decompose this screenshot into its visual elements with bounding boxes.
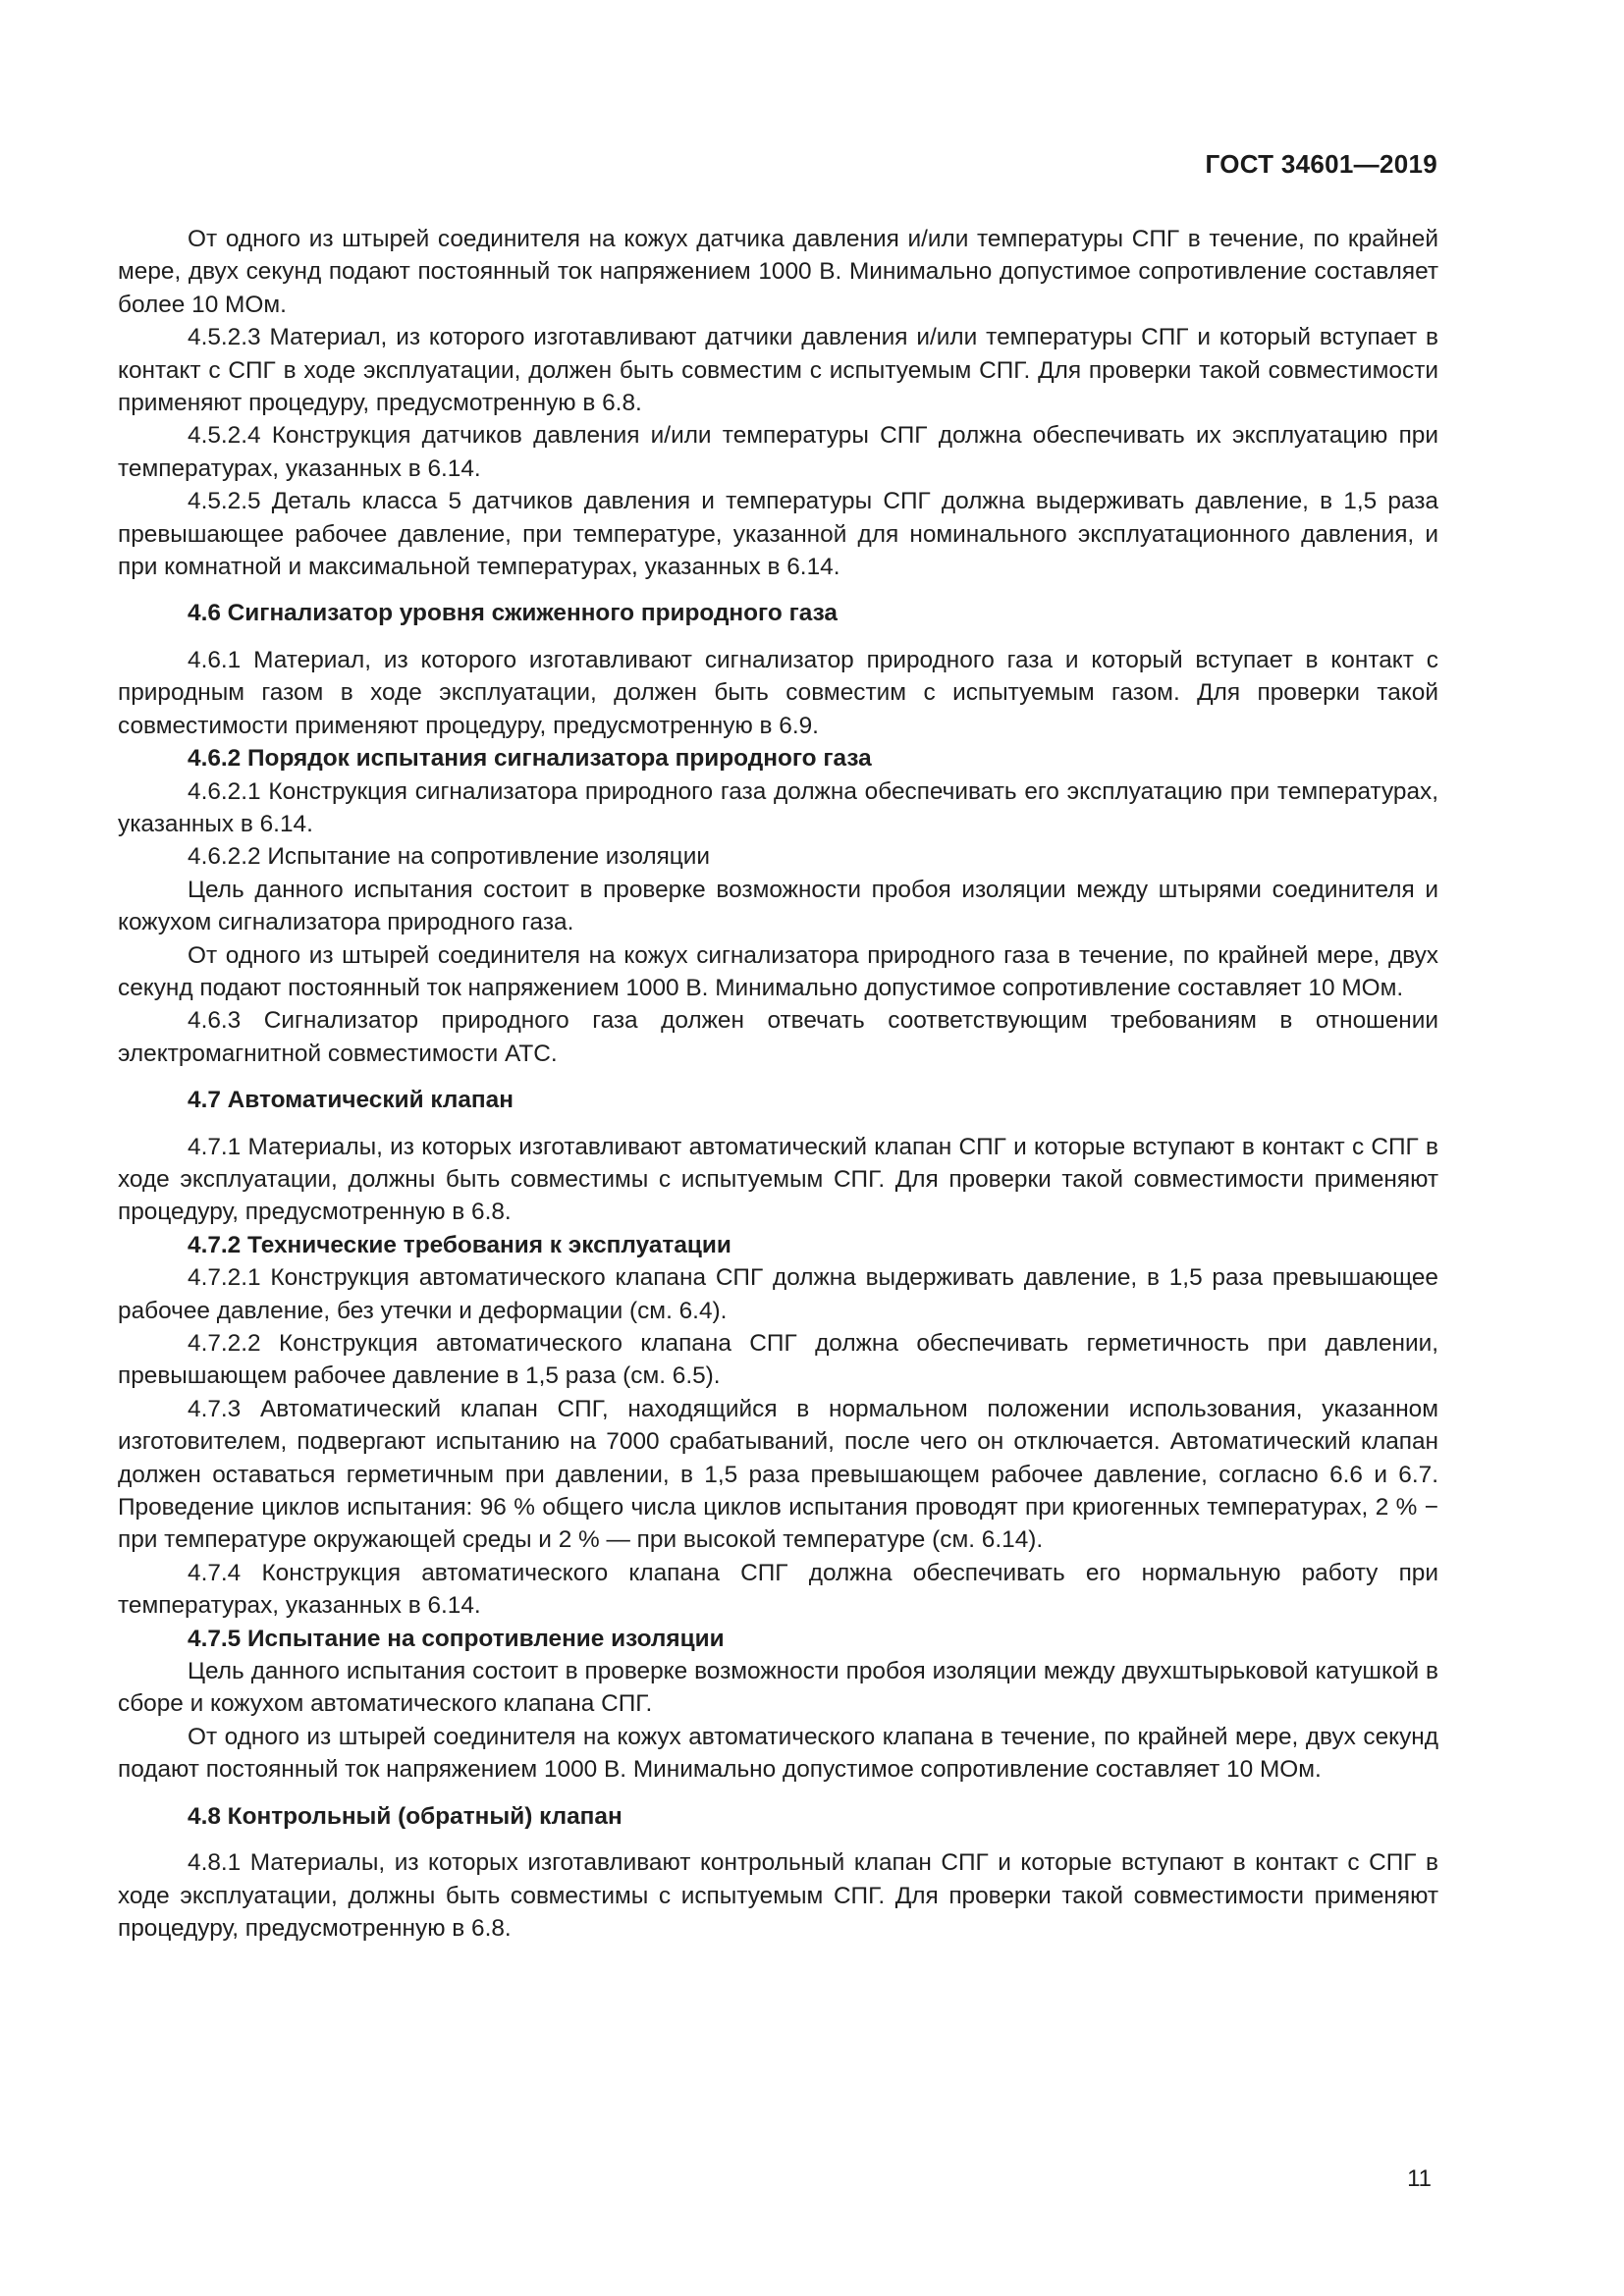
paragraph: Цель данного испытания состоит в проверке возможности пробоя изоляции между двухштырьковой катушкой в сборе и кожухом автоматического клапана СПГ. [118,1658,1438,1718]
paragraph: 4.7.2.1 Конструкция автоматического клапана СПГ должна выдерживать давление, в 1,5 раза превышающее рабочее давление, без утечки и деформации (см. 6.4). [118,1264,1438,1324]
document-code-header: ГОСТ 34601—2019 [1205,149,1437,179]
paragraph: Цель данного испытания состоит в проверке возможности пробоя изоляции между штырями соединителя и кожухом сигнализатора природного газа. [118,876,1438,936]
paragraph: 4.8.1 Материалы, из которых изготавливают контрольный клапан СПГ и которые вступают в контакт с СПГ в ходе эксплуатации, должны быть совместимы с испытуемым СПГ. Для проверки такой совместимости применяют процедуру, предусмотренную в 6.8. [118,1849,1438,1942]
paragraph: 4.7.3 Автоматический клапан СПГ, находящийся в нормальном положении использования, указанном изготовителем, подвергают испытанию на 7000 срабатываний, после чего он отключается. Автоматический клапан должен оставаться герметичным при давлении, в 1,5 раза превышающем рабочее давление, согласно 6.6 и 6.7. Проведение циклов испытания: 96 % общего числа циклов испытания проводят при криогенных температурах, 2 % − при температуре окружающей среды и 2 % — при высокой температуре (см. 6.14). [118,1395,1438,1554]
paragraph: От одного из штырей соединителя на кожух датчика давления и/или температуры СПГ в течение, по крайней мере, двух секунд подают постоянный ток напряжением 1000 В. Минимально допустимое сопротивление составляет более 10 МОм. [118,226,1438,318]
paragraph: 4.6.1 Материал, из которого изготавливают сигнализатор природного газа и который вступает в контакт с природным газом в ходе эксплуатации, должен быть совместим с испытуемым газом. Для проверки такой совместимости применяют процедуру, предусмотренную в 6.9. [118,646,1438,739]
page-number: 11 [1407,2165,1432,2192]
document-body [118,223,1438,1945]
paragraph: 4.5.2.4 Конструкция датчиков давления и/или температуры СПГ должна обеспечивать их эксплуатацию при температурах, указанных в 6.14. [118,422,1438,482]
paragraph: 4.5.2.5 Деталь класса 5 датчиков давления и температуры СПГ должна выдерживать давление, в 1,5 раза превышающее рабочее давление, при температуре, указанной для номинального эксплуатационного давления, и при комнатной и максимальной температурах, указанных в 6.14. [118,488,1438,581]
paragraph: 4.7.2.2 Конструкция автоматического клапана СПГ должна обеспечивать герметичность при давлении, превышающем рабочее давление в 1,5 раза (см. 6.5). [118,1330,1438,1390]
paragraph: 4.7.4 Конструкция автоматического клапана СПГ должна обеспечивать его нормальную работу при температурах, указанных в 6.14. [118,1559,1438,1620]
subsection-heading: 4.6.2 Порядок испытания сигнализатора природного газа [188,745,872,773]
subsection-heading: 4.7.2 Технические требования к эксплуатации [188,1231,731,1258]
paragraph: 4.6.2.2 Испытание на сопротивление изоляции [188,843,711,871]
section-heading: 4.6 Сигнализатор уровня сжиженного природного газа [188,600,838,627]
paragraph: 4.6.2.1 Конструкция сигнализатора природного газа должна обеспечивать его эксплуатацию при температурах, указанных в 6.14. [118,777,1438,837]
paragraph: 4.6.3 Сигнализатор природного газа должен отвечать соответствующим требованиям в отношении электромагнитной совместимости АТС. [118,1007,1438,1067]
subsection-heading: 4.7.5 Испытание на сопротивление изоляции [188,1625,725,1652]
paragraph: 4.5.2.3 Материал, из которого изготавливают датчики давления и/или температуры СПГ и который вступает в контакт с СПГ в ходе эксплуатации, должен быть совместим с испытуемым СПГ. Для проверки такой совместимости применяют процедуру, предусмотренную в 6.8. [118,324,1438,417]
paragraph: От одного из штырей соединителя на кожух сигнализатора природного газа в течение, по крайней мере, двух секунд подают постоянный ток напряжением 1000 В. Минимально допустимое сопротивление составляет 10 МОм. [118,941,1438,1001]
section-heading: 4.8 Контрольный (обратный) клапан [188,1802,623,1830]
section-heading: 4.7 Автоматический клапан [188,1087,514,1114]
paragraph: 4.7.1 Материалы, из которых изготавливают автоматический клапан СПГ и которые вступают в контакт с СПГ в ходе эксплуатации, должны быть совместимы с испытуемым СПГ. Для проверки такой совместимости применяют процедуру, предусмотренную в 6.8. [118,1133,1438,1226]
paragraph: От одного из штырей соединителя на кожух автоматического клапана в течение, по крайней мере, двух секунд подают постоянный ток напряжением 1000 В. Минимально допустимое сопротивление составляет 10 МОм. [118,1723,1438,1784]
